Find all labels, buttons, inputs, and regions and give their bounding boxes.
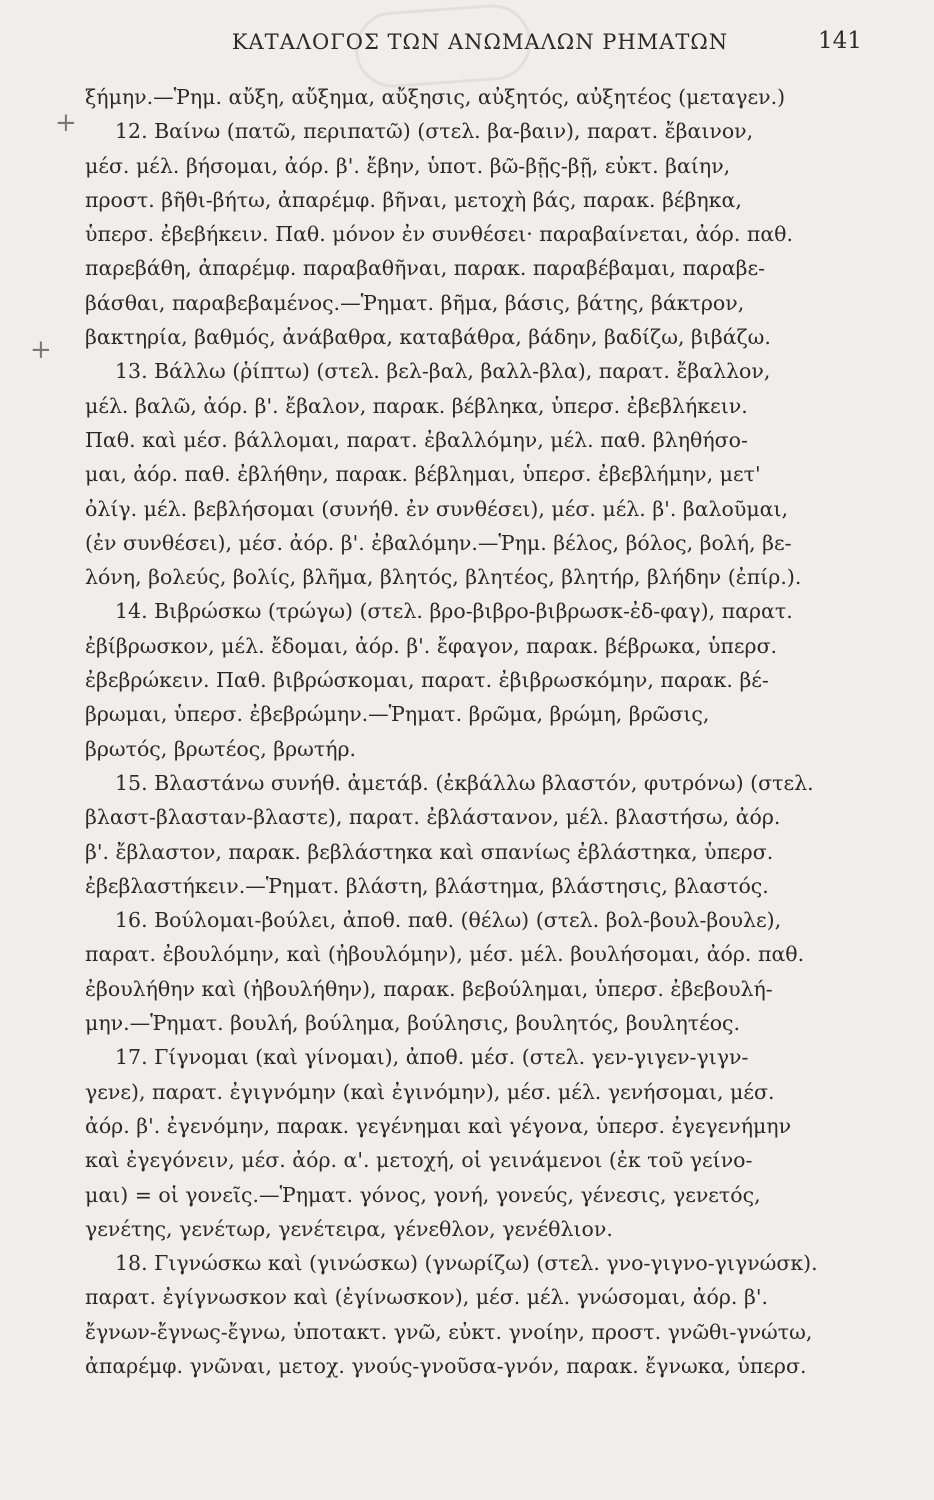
margin-cross-mark: +	[55, 108, 77, 138]
text-line: ξήμην.—Ῥημ. αὔξη, αὔξημα, αὔξησις, αὐξητός, αὐξητέος (μεταγεν.)	[85, 85, 786, 109]
text-line: ἐβίβρωσκον, μέλ. ἔδομαι, ἀόρ. β'. ἔφαγον, παρακ. βέβρωκα, ὑπερσ.	[85, 633, 778, 658]
entry-heading-line: 13. Βάλλω (ῥίπτω) (στελ. βελ-βαλ, βαλλ-βλα), παρατ. ἔβαλλον,	[115, 359, 771, 384]
entry-heading-line: 12. Βαίνω (πατῶ, περιπατῶ) (στελ. βα-βαιν), παρατ. ἔβαινον,	[115, 119, 754, 144]
entry-heading-line: 14. Βιβρώσκω (τρώγω) (στελ. βρο-βιβρο-βιβρωσκ-ἐδ-φαγ), παρατ.	[115, 599, 793, 624]
text-line: γενε), παρατ. ἐγιγνόμην (καὶ ἐγινόμην), μέσ. μέλ. γενήσομαι, μέσ.	[85, 1079, 775, 1104]
text-line: μαι, ἀόρ. παθ. ἐβλήθην, παρακ. βέβλημαι, ὑπερσ. ἐβεβλήμην, μετ'	[85, 462, 761, 487]
margin-cross-mark: +	[30, 335, 52, 365]
text-line: ἀπαρέμφ. γνῶναι, μετοχ. γνούς-γνοῦσα-γνόν, παρακ. ἔγνωκα, ὑπερσ.	[85, 1353, 807, 1378]
page-body-text	[85, 80, 830, 1383]
page-number: 141	[818, 28, 862, 54]
text-line: λόνη, βολεύς, βολίς, βλῆμα, βλητός, βλητέος, βλητήρ, βλήδην (ἐπίρ.).	[85, 565, 802, 590]
entry-heading-line: 16. Βούλομαι-βούλει, ἀποθ. παθ. (θέλω) (στελ. βολ-βουλ-βουλε),	[115, 908, 782, 933]
text-line: βρωμαι, ὑπερσ. ἐβεβρώμην.—Ῥηματ. βρῶμα, βρώμη, βρῶσις,	[85, 702, 710, 727]
text-line: ἐβεβλαστήκειν.—Ῥηματ. βλάστη, βλάστημα, βλάστησις, βλαστός.	[85, 873, 769, 898]
entry-heading-line: 17. Γίγνομαι (καὶ γίνομαι), ἀποθ. μέσ. (στελ. γεν-γιγεν-γιγν-	[115, 1045, 749, 1070]
text-line: ἐβουλήθην καὶ (ἠβουλήθην), παρακ. βεβούλημαι, ὑπερσ. ἐβεβουλή-	[85, 976, 773, 1001]
text-line: Παθ. καὶ μέσ. βάλλομαι, παρατ. ἐβαλλόμην, μέλ. παθ. βληθήσο-	[85, 427, 748, 452]
text-line: βακτηρία, βαθμός, ἀνάβαθρα, καταβάθρα, βάδην, βαδίζω, βιβάζω.	[85, 325, 771, 350]
text-line: μαι) = οἱ γονεῖς.—Ῥηματ. γόνος, γονή, γονεύς, γένεσις, γενετός,	[85, 1182, 761, 1207]
text-line: ἀόρ. β'. ἐγενόμην, παρακ. γεγένημαι καὶ γέγονα, ὑπερσ. ἐγεγενήμην	[85, 1113, 792, 1138]
text-line: παρατ. ἐγίγνωσκον καὶ (ἐγίνωσκον), μέσ. μέλ. γνώσομαι, ἀόρ. β'.	[85, 1285, 768, 1310]
text-line: βλαστ-βλασταν-βλαστε), παρατ. ἐβλάστανον, μέλ. βλαστήσω, ἀόρ.	[85, 805, 781, 830]
text-line: προστ. βῆθι-βήτω, ἀπαρέμφ. βῆναι, μετοχὴ βάς, παρακ. βέβηκα,	[85, 187, 742, 212]
entry-heading-line: 15. Βλαστάνω συνήθ. ἀμετάβ. (ἐκβάλλω βλαστόν, φυτρόνω) (στελ.	[115, 770, 814, 795]
text-line: μέλ. βαλῶ, ἀόρ. β'. ἔβαλον, παρακ. βέβληκα, ὑπερσ. ἐβεβλήκειν.	[85, 393, 748, 418]
entry-heading-line: 18. Γιγνώσκω καὶ (γινώσκω) (γνωρίζω) (στελ. γνο-γιγνο-γιγνώσκ).	[115, 1251, 818, 1276]
text-line: ἐβεβρώκειν. Παθ. βιβρώσκομαι, παρατ. ἐβιβρωσκόμην, παρακ. βέ-	[85, 668, 769, 693]
text-line: ὀλίγ. μέλ. βεβλήσομαι (συνήθ. ἐν συνθέσει), μέσ. μέλ. β'. βαλοῦμαι,	[85, 496, 789, 521]
text-line: καὶ ἐγεγόνειν, μέσ. ἀόρ. α'. μετοχή, οἱ γεινάμενοι (ἐκ τοῦ γείνο-	[85, 1148, 753, 1173]
text-line: β'. ἔβλαστον, παρακ. βεβλάστηκα καὶ σπανίως ἐβλάστηκα, ὑπερσ.	[85, 839, 774, 864]
text-line: βρωτός, βρωτέος, βρωτήρ.	[85, 736, 357, 761]
text-line: βάσθαι, παραβεβαμένος.—Ῥηματ. βῆμα, βάσις, βάτης, βάκτρον,	[85, 290, 745, 315]
text-line: ὑπερσ. ἐβεβήκειν. Παθ. μόνον ἐν συνθέσει· παραβαίνεται, ἀόρ. παθ.	[85, 222, 794, 247]
text-line: (ἐν συνθέσει), μέσ. ἀόρ. β'. ἐβαλόμην.—Ῥημ. βέλος, βόλος, βολή, βε-	[85, 530, 792, 555]
text-line: παρατ. ἐβουλόμην, καὶ (ἠβουλόμην), μέσ. μέλ. βουλήσομαι, ἀόρ. παθ.	[85, 942, 805, 967]
text-line: μέσ. μέλ. βήσομαι, ἀόρ. β'. ἔβην, ὑποτ. βῶ-βῇς-βῇ, εὐκτ. βαίην,	[85, 153, 731, 178]
text-line: γενέτης, γενέτωρ, γενέτειρα, γένεθλον, γενέθλιον.	[85, 1216, 613, 1241]
text-line: μην.—Ῥηματ. βουλή, βούλημα, βούλησις, βουλητός, βουλητέος.	[85, 1011, 741, 1036]
text-line: ἔγνων-ἔγνως-ἔγνω, ὑποτακτ. γνῶ, εὐκτ. γνοίην, προστ. γνῶθι-γνώτω,	[85, 1319, 813, 1344]
text-line: παρεβάθη, ἀπαρέμφ. παραβαθῆναι, παρακ. παραβέβαμαι, παραβε-	[85, 256, 766, 281]
running-header: ΚΑΤΑΛΟΓΟΣ ΤΩΝ ΑΝΩΜΑΛΩΝ ΡΗΜΑΤΩΝ	[231, 30, 729, 54]
